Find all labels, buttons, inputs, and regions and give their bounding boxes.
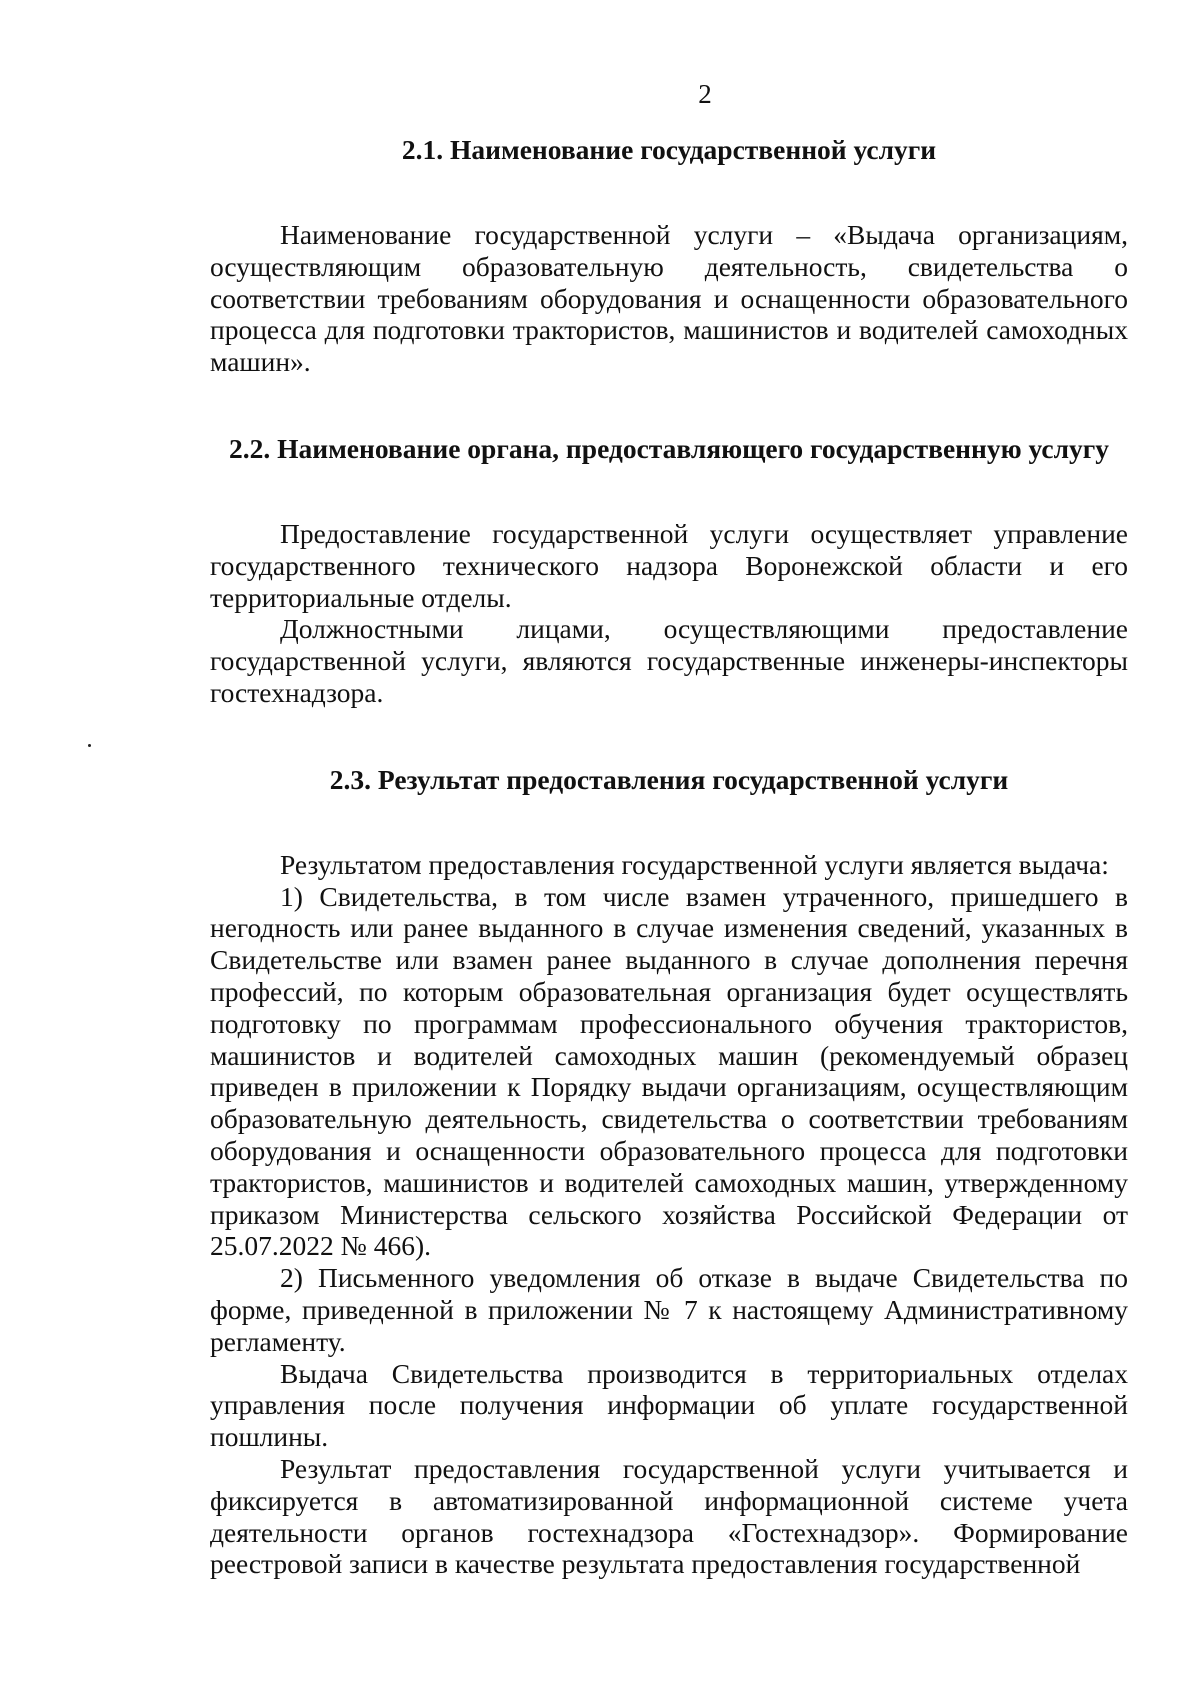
section-body bbox=[210, 518, 1128, 709]
paragraph: 1) Свидетельства, в том числе взамен утраченного, пришедшего в негодность или ранее выданного в случае изменения сведений, указанных в Свидетельстве или взамен ранее выданного в случае дополнения перечня профессий, по которым образовательная организация будет осуществлять подготовку по программам профессионального обучения трактористов, машинистов и водителей самоходных машин (рекомендуемый образец приведен в приложении к Порядку выдачи организациям, осуществляющим образовательную деятельность, свидетельства о соответствии требованиям оборудования и оснащенности образовательного процесса для подготовки трактористов, машинистов и водителей самоходных машин, утвержденному приказом Министерства сельского хозяйства Российской Федерации от 25.07.2022 № 466). bbox=[210, 880, 1128, 1262]
section-2-2 bbox=[210, 433, 1128, 709]
paragraph: Наименование государственной услуги – «Выдача организациям, осуществляющим образовательную деятельность, свидетельства о соответствии требованиям оборудования и оснащенности образовательного процесса для подготовки трактористов, машинистов и водителей самоходных машин». bbox=[210, 219, 1128, 378]
section-body bbox=[210, 219, 1128, 378]
paragraph: Должностными лицами, осуществляющими предоставление государственной услуги, являются государственные инженеры-инспекторы гостехнадзора. bbox=[210, 613, 1128, 708]
paragraph: Выдача Свидетельства производится в территориальных отделах управления после получения информации об уплате государственной пошлины. bbox=[210, 1357, 1128, 1453]
page-number: 2 bbox=[698, 79, 712, 109]
section-heading: 2.2. Наименование органа, предоставляющего государственную услугу bbox=[228, 432, 1110, 464]
section-2-1 bbox=[210, 134, 1128, 378]
scan-artifact-dot bbox=[88, 744, 91, 747]
paragraph: Предоставление государственной услуги осуществляет управление государственного технического надзора Воронежской области и его территориальные отделы. bbox=[210, 517, 1128, 613]
section-2-3 bbox=[210, 764, 1128, 1580]
section-body bbox=[210, 849, 1128, 1580]
section-heading: 2.3. Результат предоставления государственной услуги bbox=[329, 763, 1009, 795]
paragraph: Результатом предоставления государственной услуги является выдача: bbox=[280, 848, 1109, 880]
paragraph: 2) Письменного уведомления об отказе в выдаче Свидетельства по форме, приведенной в приложении № 7 к настоящему Административному регламенту. bbox=[210, 1262, 1128, 1357]
section-heading: 2.1. Наименование государственной услуги bbox=[401, 134, 937, 165]
paragraph: Результат предоставления государственной услуги учитывается и фиксируется в автоматизированной информационной системе учета деятельности органов гостехнадзора «Гостехнадзор». Формирование реестровой записи в качестве результата предоставления государственной bbox=[210, 1452, 1128, 1580]
document-body bbox=[210, 134, 1128, 1580]
